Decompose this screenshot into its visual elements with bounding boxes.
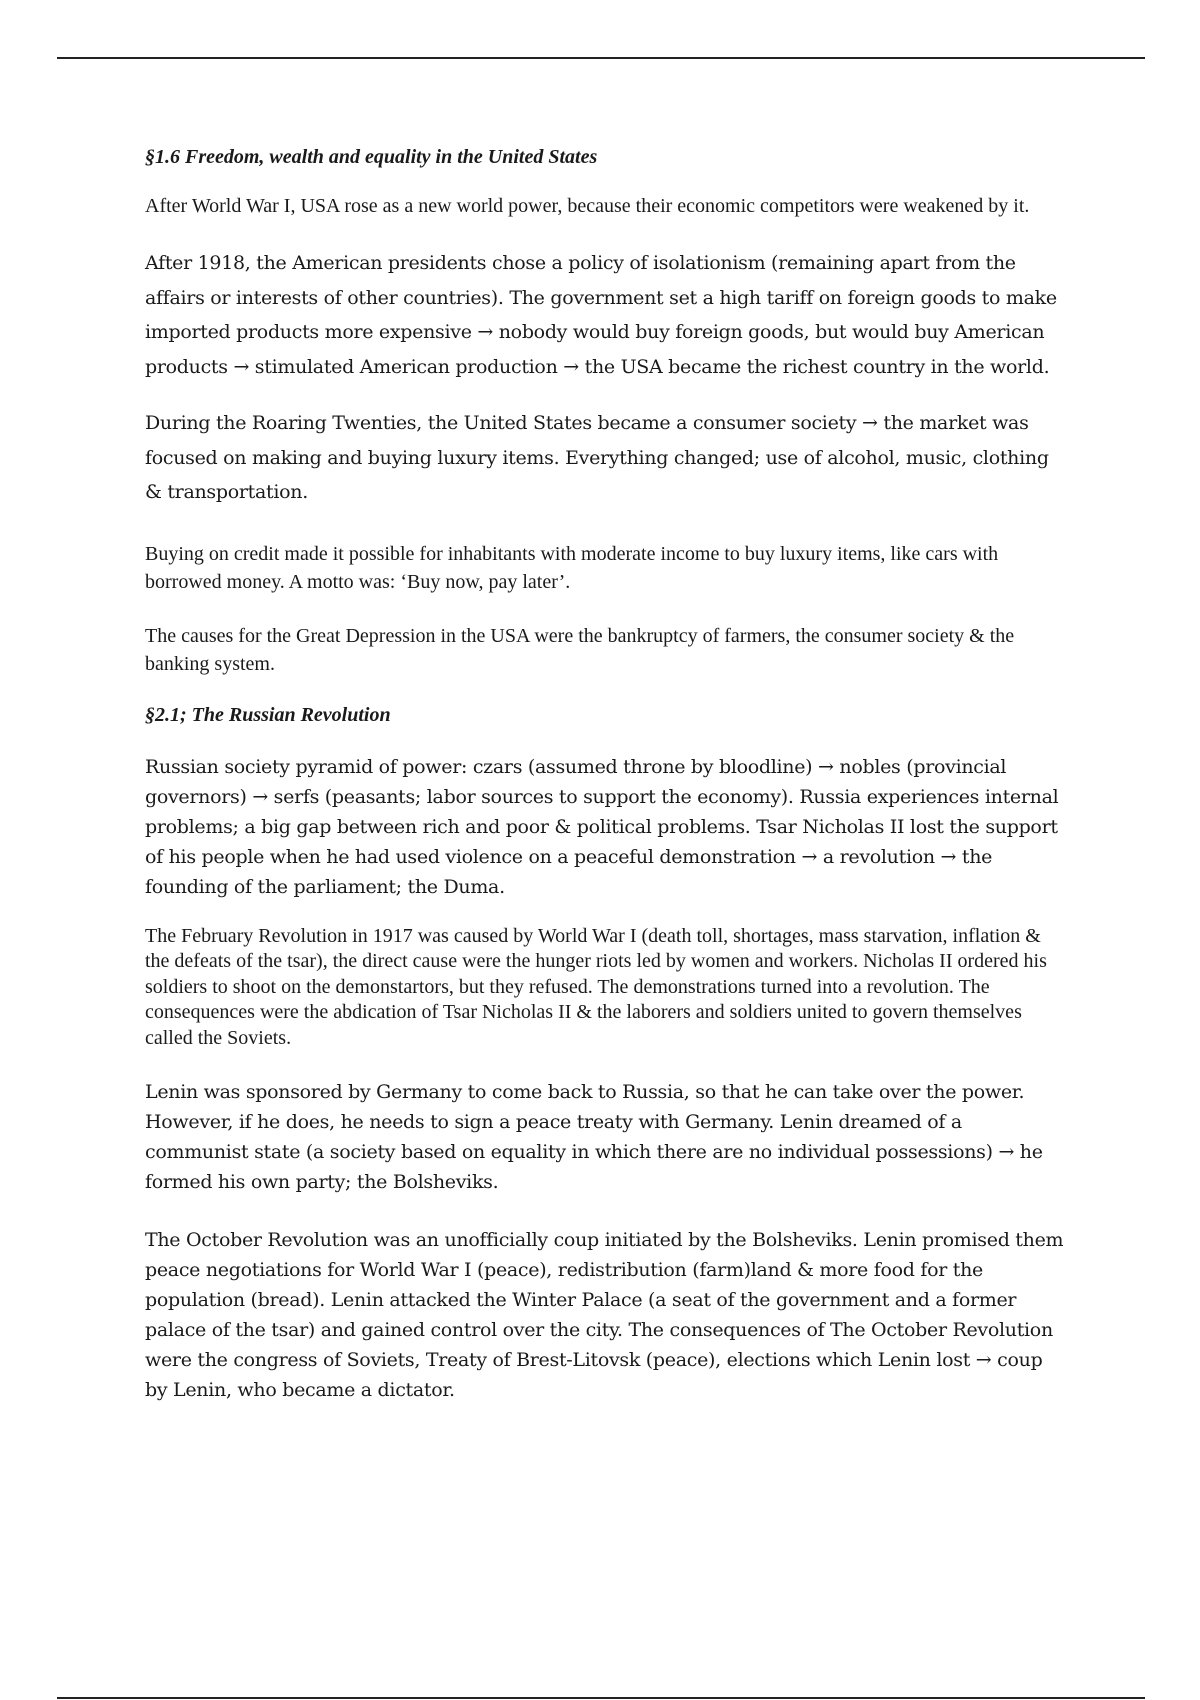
paragraph-society-pyramid: Russian society pyramid of power: czars (assumed throne by bloodline) → nobles (provincial governors) → serfs (peasants; labor sources to support the economy). Russia experiences internal problems; a big gap between rich and poor & political problems. Tsar Nicholas II lost the support of his people when he had used violence on a peaceful demonstration → a revolution → the founding of the parliament; the Duma. xyxy=(145,755,1059,898)
paragraph-buying-on-credit: Buying on credit made it possible for inhabitants with moderate income to buy luxury items, like cars with borrowed money. A motto was: ‘Buy now, pay later’. xyxy=(145,542,999,593)
bottom-rule xyxy=(57,1697,1145,1699)
paragraph-isolationism: After 1918, the American presidents chose a policy of isolationism (remaining apart from the affairs or interests of other countries). The government set a high tariff on foreign goods to make imported products more expensive → nobody would buy foreign goods, but would buy American products → stimulated American production → the USA became the richest country in the world. xyxy=(145,252,1057,378)
section-heading-russia: §2.1; The Russian Revolution xyxy=(145,703,391,726)
paragraph-october-revolution: The October Revolution was an unofficially coup initiated by the Bolsheviks. Lenin promised them peace negotiations for World War I (peace), redistribution (farm)land & more food for the population (bread). Lenin attacked the Winter Palace (a seat of the government and a former palace of the tsar) and gained control over the city. The consequences of The October Revolution were the congress of Soviets, Treaty of Brest-Litovsk (peace), elections which Lenin lost → coup by Lenin, who became a dictator. xyxy=(145,1229,1064,1401)
section-heading-usa: §1.6 Freedom, wealth and equality in the United States xyxy=(145,146,598,168)
paragraph-world-power: After World War I, USA rose as a new world power, because their economic competitors were weakened by it. xyxy=(145,195,1030,217)
document-body xyxy=(145,142,1070,1405)
paragraph-lenin: Lenin was sponsored by Germany to come back to Russia, so that he can take over the power. However, if he does, he needs to sign a peace treaty with Germany. Lenin dreamed of a communist state (a society based on equality in which there are no individual possessions) → he formed his own party; the Bolsheviks. xyxy=(145,1081,1043,1193)
paragraph-february-revolution: The February Revolution in 1917 was caused by World War I (death toll, shortages, mass starvation, inflation & the defeats of the tsar), the direct cause were the hunger riots led by women and workers. Nicholas II ordered his soldiers to shoot on the demonstartors, but they refused. The demonstrations turned into a revolution. The consequences were the abdication of Tsar Nicholas II & the laborers and soldiers united to govern themselves called the Soviets. xyxy=(145,924,1047,1049)
paragraph-roaring-twenties: During the Roaring Twenties, the United States became a consumer society → the market was focused on making and buying luxury items. Everything changed; use of alcohol, music, clothing & transportation. xyxy=(145,412,1049,503)
paragraph-great-depression: The causes for the Great Depression in the USA were the bankruptcy of farmers, the consumer society & the banking system. xyxy=(145,624,1015,675)
top-rule xyxy=(57,57,1145,59)
